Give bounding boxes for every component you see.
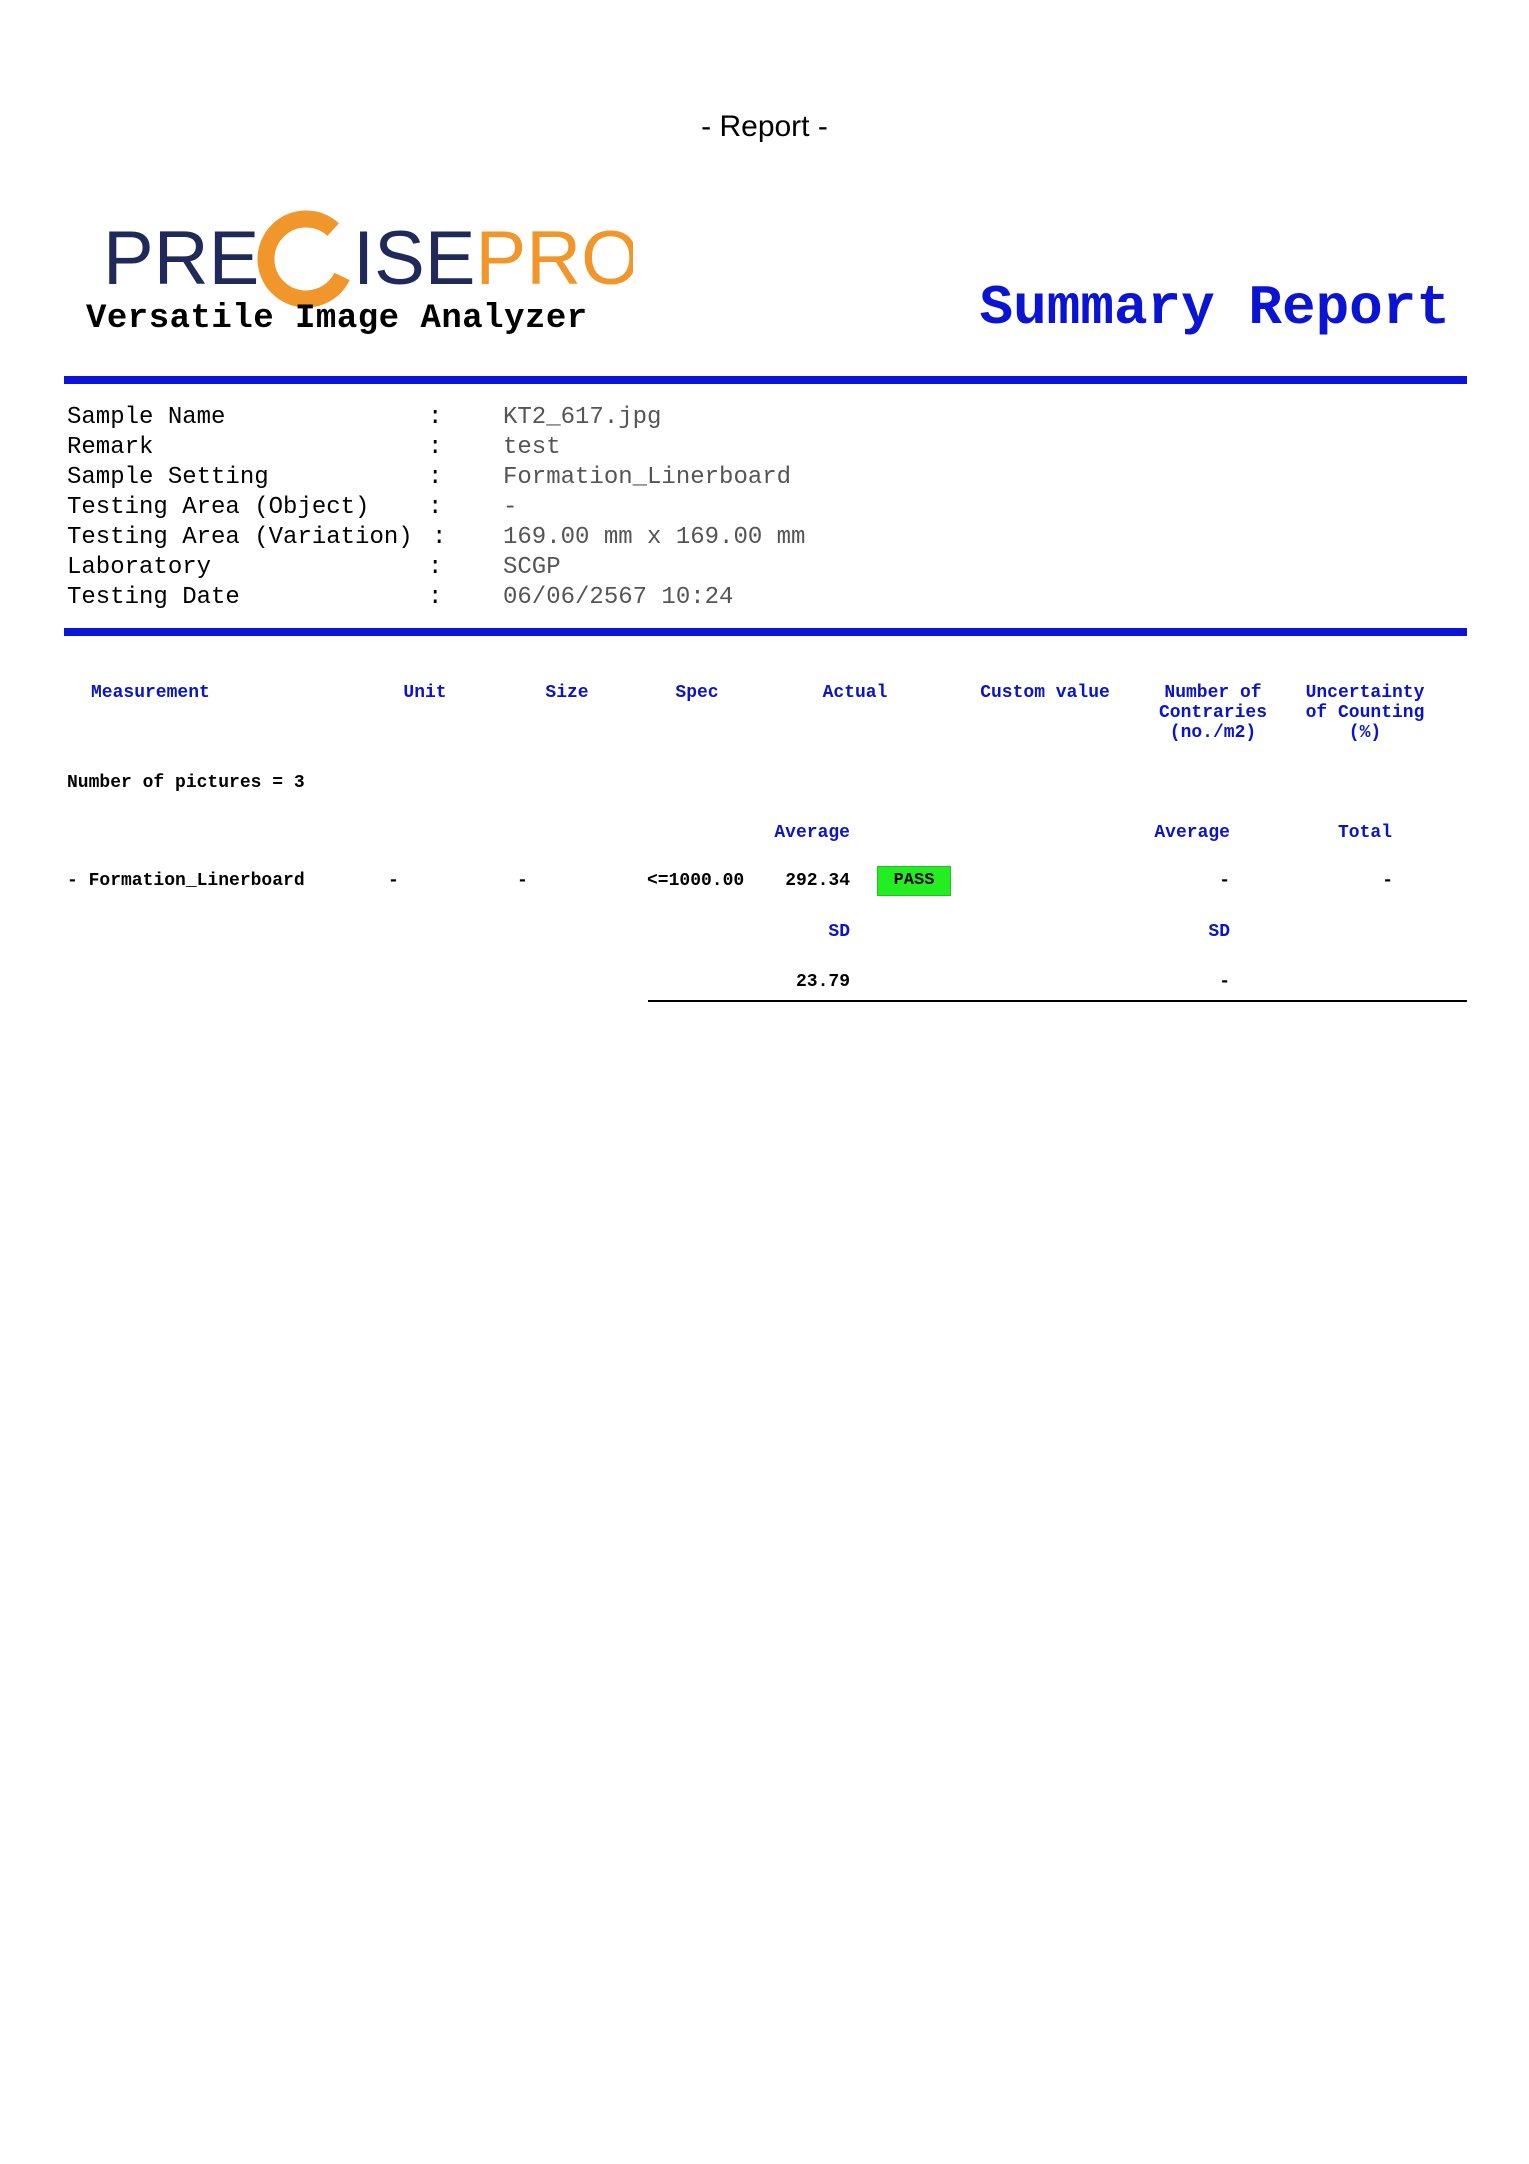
info-value-laboratory: SCGP [503, 554, 561, 581]
info-label-testing-area-variation: Testing Area (Variation) [67, 524, 413, 551]
col-header-uncertainty-line1: Uncertainty [1305, 683, 1425, 703]
col-header-contraries-line2: Contraries [1158, 703, 1268, 723]
info-colon: : [428, 464, 443, 491]
row-actual-sd: 23.79 [795, 972, 850, 992]
row-actual-average: 292.34 [785, 871, 850, 891]
logo-text-left: PRE [103, 216, 260, 301]
info-colon: : [428, 434, 443, 461]
info-colon: : [428, 404, 443, 431]
logo-text-right: ISEPRO [353, 216, 634, 301]
info-label-testing-date: Testing Date [67, 584, 240, 611]
status-badge: PASS [877, 866, 951, 896]
info-label-sample-setting: Sample Setting [67, 464, 269, 491]
info-value-testing-area-variation: 169.00 mm x 169.00 mm [503, 524, 806, 551]
col-header-contraries-line3: (no./m2) [1169, 723, 1257, 743]
col-header-custom-value: Custom value [980, 683, 1110, 703]
info-value-remark: test [503, 434, 561, 461]
subheader-actual-average: Average [774, 823, 850, 843]
subheader-contraries-average: Average [1154, 823, 1230, 843]
col-header-spec: Spec [675, 683, 719, 703]
info-value-sample-setting: Formation_Linerboard [503, 464, 792, 491]
col-header-uncertainty-line3: (%) [1348, 723, 1382, 743]
info-colon: : [428, 494, 443, 521]
info-value-testing-area-object: - [503, 494, 518, 521]
row-size: - [517, 871, 528, 891]
info-value-testing-date: 06/06/2567 10:24 [503, 584, 734, 611]
logo-c-icon [266, 219, 346, 299]
precisepro-logo [84, 184, 634, 301]
row-contraries-sd: - [1219, 972, 1230, 992]
row-uncertainty-total: - [1382, 871, 1393, 891]
col-header-measurement: Measurement [91, 683, 210, 703]
info-label-laboratory: Laboratory [67, 554, 212, 581]
col-header-unit: Unit [403, 683, 447, 703]
header-divider-bottom [64, 628, 1467, 636]
row-contraries-average: - [1219, 871, 1230, 891]
table-bottom-rule [648, 1000, 1467, 1002]
info-label-remark: Remark [67, 434, 154, 461]
header-divider-top [64, 376, 1467, 384]
col-header-actual: Actual [822, 683, 888, 703]
info-colon: : [428, 584, 443, 611]
row-measurement: - Formation_Linerboard [67, 871, 305, 891]
row-unit: - [388, 871, 399, 891]
col-header-size: Size [545, 683, 589, 703]
pictures-count: Number of pictures = 3 [67, 773, 305, 793]
col-header-contraries-line1: Number of [1164, 683, 1262, 703]
info-label-testing-area-object: Testing Area (Object) [67, 494, 370, 521]
subheader-actual-sd: SD [828, 922, 850, 942]
info-colon: : [428, 554, 443, 581]
info-colon: : [432, 524, 447, 551]
report-title: Summary Report [979, 276, 1450, 340]
subheader-contraries-sd: SD [1208, 922, 1230, 942]
info-label-sample-name: Sample Name [67, 404, 226, 431]
page-header: - Report - [701, 110, 828, 143]
tagline: Versatile Image Analyzer [86, 300, 588, 338]
subheader-uncertainty-total: Total [1337, 823, 1392, 843]
row-spec: <=1000.00 [647, 871, 745, 891]
col-header-uncertainty-line2: of Counting [1305, 703, 1425, 723]
info-value-sample-name: KT2_617.jpg [503, 404, 662, 431]
